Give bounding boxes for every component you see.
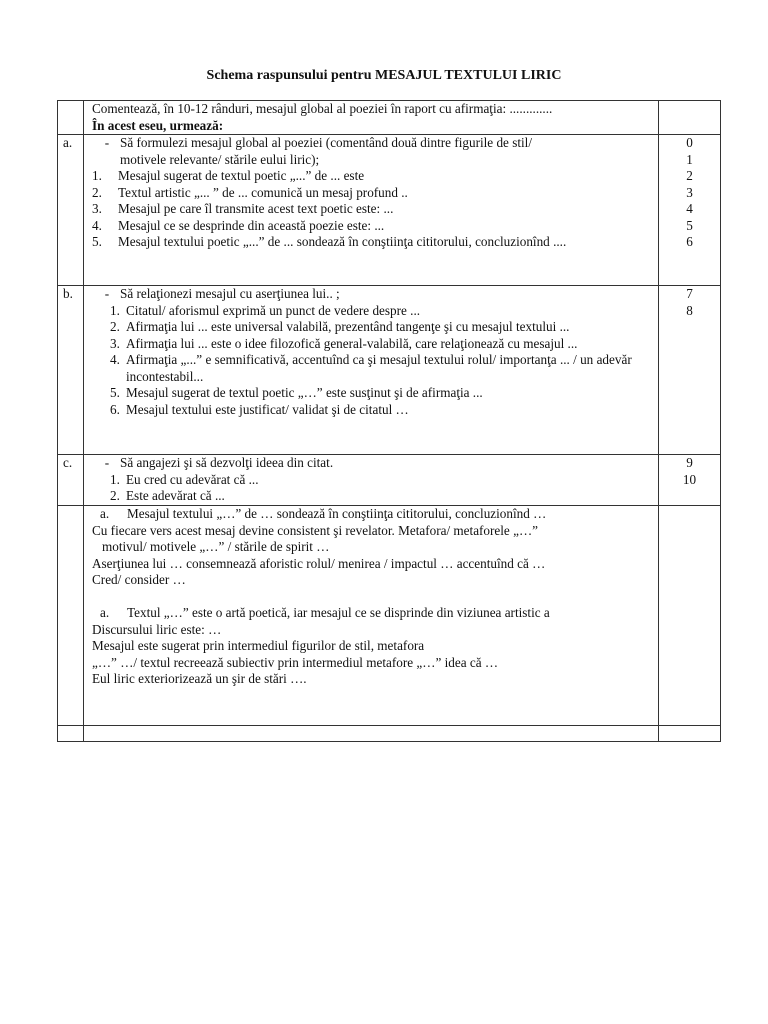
score-value: 4 [686, 201, 693, 216]
list-item: 4. Mesajul ce se desprinde din această poezie este: ... [92, 217, 385, 233]
score-value: 7 [686, 286, 693, 301]
section-row-c [58, 455, 721, 506]
list-item: 6. Mesajul textului este justificat/ validat şi de citatul … [110, 401, 409, 417]
section-content [84, 286, 659, 455]
example-content [84, 506, 659, 726]
score-value: 1 [686, 151, 693, 167]
example-line: Mesajul este sugerat prin intermediul figurilor de stil, metafora [92, 638, 425, 653]
example-line: „…” …/ textul recreează subiectiv prin intermediul metafore „…” idea că … [92, 654, 499, 670]
score-value: 9 [686, 455, 693, 470]
list-item: 5. Mesajul sugerat de textul poetic „…” este susţinut şi de afirmaţia ... [110, 385, 483, 400]
header-cell [84, 101, 659, 135]
score-cell [659, 286, 721, 455]
list-item: 2. Afirmaţia lui ... este universal valabilă, prezentând tangenţe şi cu mesajul textului ... [110, 319, 570, 334]
section-label: c. [58, 455, 84, 506]
list-item: 2. Textul artistic „... ” de ... comunică un mesaj profund .. [92, 184, 408, 200]
header-score-cell [659, 101, 721, 135]
score-value: 8 [686, 302, 693, 318]
task-subheading: În acest eseu, urmează: [92, 117, 224, 133]
score-value: 10 [682, 471, 697, 487]
example-line: a. Mesajul textului „…” de … sondează în conştiinţa cititorului, concluzionînd … [100, 506, 547, 521]
list-item: 4. Afirmaţia „...” e semnificativă, accentuînd ca şi mesajul textului rolul/ importanţa ... / un adevăr incontestabil... [110, 352, 632, 384]
section-content [84, 455, 659, 506]
document-title: Schema raspunsului pentru MESAJUL TEXTULUI LIRIC [206, 68, 562, 83]
phrase-list [84, 472, 658, 505]
example-line: Eul liric exteriorizează un şir de stări …. [92, 671, 307, 686]
section-row-b [58, 286, 721, 455]
blank-line [92, 589, 658, 606]
empty-row [58, 726, 721, 742]
score-value: 2 [686, 168, 693, 183]
score-value: 3 [686, 184, 693, 200]
section-content [84, 135, 659, 286]
score-value: 0 [686, 135, 693, 150]
list-item: 3. Mesajul pe care îl transmite acest text poetic este: ... [92, 201, 394, 216]
example-line: a. Textul „…” este o artă poetică, iar mesajul ce se disprinde din viziunea artistic a [100, 605, 550, 620]
list-item: 2. Este adevărat că ... [110, 488, 225, 503]
answer-scheme-table [57, 100, 721, 742]
example-line: Aserţiunea lui … consemnează aforistic rolul/ menirea / impactul … accentuînd că … [92, 555, 546, 571]
score-value: 5 [686, 217, 693, 233]
example-score-cell [659, 506, 721, 726]
phrase-list [84, 168, 658, 251]
table-header-row [58, 101, 721, 135]
section-row-a [58, 135, 721, 286]
list-item: 3. Afirmaţia lui ... este o idee filozofică general-valabilă, care relaţionează cu mesajul ... [110, 335, 578, 351]
example-label-cell [58, 506, 84, 726]
example-line: Cu fiecare vers acest mesaj devine consistent şi revelator. Metafora/ metaforele „…” [92, 522, 538, 538]
score-cell [659, 455, 721, 506]
section-label: b. [58, 286, 84, 455]
score-value: 6 [686, 234, 693, 249]
requirement-bullet: - Să angajezi şi să dezvolţi ideea din citat. [104, 455, 334, 470]
requirement-bullet: - Să relaţionezi mesajul cu aserţiunea lui.. ; [104, 286, 340, 301]
example-line: Cred/ consider … [92, 572, 186, 587]
example-row [58, 506, 721, 726]
requirement-bullet-continued: motivele relevante/ stările eului liric); [120, 151, 320, 167]
list-item: 5. Mesajul textului poetic „...” de ... sondează în conştiinţa cititorului, concluzionînd .... [92, 234, 567, 249]
example-line: motivul/ motivele „…” / stările de spirit … [102, 539, 330, 554]
example-line: Discursului liric este: … [92, 621, 222, 637]
task-instruction: Comentează, în 10-12 rânduri, mesajul global al poeziei în raport cu afirmaţia: ............. [92, 101, 553, 116]
score-cell [659, 135, 721, 286]
phrase-list [84, 303, 658, 419]
list-item: 1. Eu cred cu adevărat că ... [110, 471, 259, 487]
requirement-bullet: - Să formulezi mesajul global al poeziei (comentând două dintre figurile de stil/ [104, 135, 532, 150]
header-label-cell [58, 101, 84, 135]
section-label: a. [58, 135, 84, 286]
list-item: 1. Mesajul sugerat de textul poetic „...” de ... este [92, 168, 365, 183]
list-item: 1. Citatul/ aforismul exprimă un punct de vedere despre ... [110, 302, 421, 318]
